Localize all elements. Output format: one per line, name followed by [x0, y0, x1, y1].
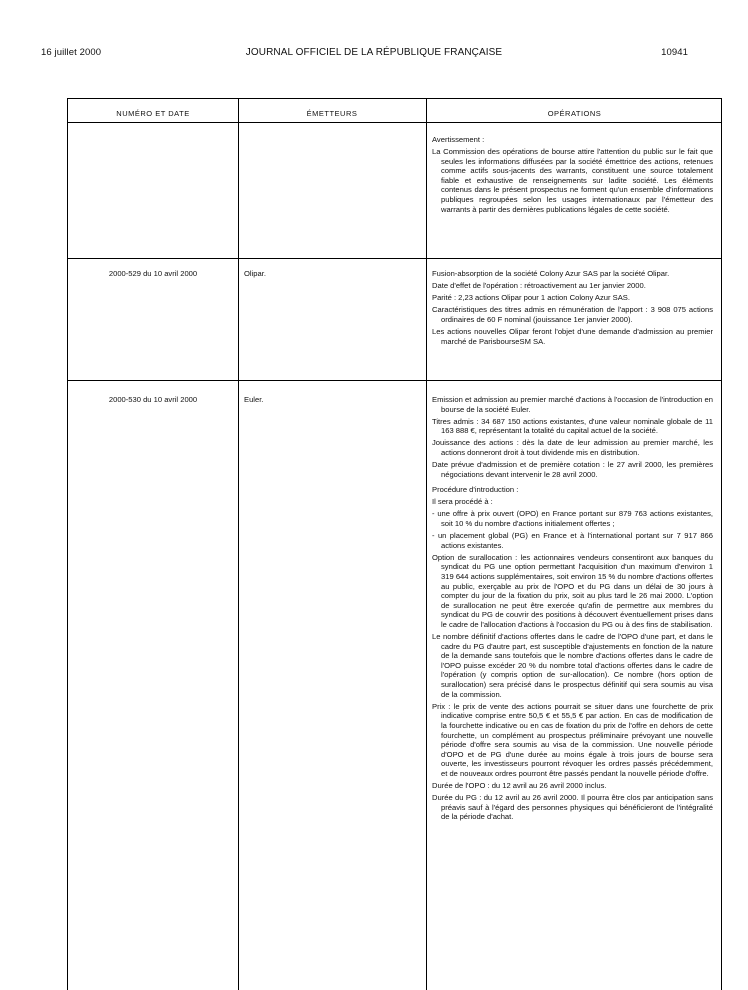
page-number: 10941	[661, 47, 688, 58]
operation-paragraph: Date d'effet de l'opération : rétroactivement au 1er janvier 2000.	[432, 281, 646, 291]
operation-paragraph: Option de surallocation : les actionnaires vendeurs consentiront aux banques du syndicat du PG une option permettant l'acquisition d'un maximum d'environ 1 319 644 actions supplémentaires, soit environ 15 % du nombre d'actions offertes au public, exerçable au prix de l'OPO et du PG dans un délai de 30 jours à compter du jour de la fixation du prix, soit au plus tard le 26 mai 2000. L'option de surallocation ne peut être exercée qu'afin de permettre aux membres du syndicat du PG de couvrir des positions à découvert éventuellement prises dans le cadre de l'allocation d'actions à l'occasion du PG ou à des fins de stabilisation.	[432, 552, 713, 629]
operation-paragraph: Durée de l'OPO : du 12 avril au 26 avril 2000 inclus.	[432, 780, 607, 790]
operation-paragraph: Durée du PG : du 12 avril au 26 avril 2000. Il pourra être clos par anticipation sans préavis sauf à l'égard des personnes physiques qui bénéficieront de l'intégralité de la période d'achat.	[432, 793, 713, 822]
row-divider	[68, 380, 721, 381]
operation-paragraph: - un placement global (PG) en France et à l'international portant sur 7 917 866 actions existantes.	[432, 531, 713, 550]
header-divider	[68, 122, 721, 123]
operation-paragraph: Jouissance des actions : dès la date de leur admission au premier marché, les actions donneront droit à tout dividende mis en distribution.	[432, 438, 713, 457]
table-row-warning	[432, 135, 713, 217]
operation-paragraph: Emission et admission au premier marché d'actions à l'occasion de l'introduction en bourse de la société Euler.	[432, 395, 713, 414]
table-row-euler	[432, 395, 713, 824]
operation-paragraph: - une offre à prix ouvert (OPO) en France portant sur 879 763 actions existantes, soit 10 % du nombre d'actions initialement offertes ;	[432, 509, 713, 529]
column-divider	[426, 99, 427, 990]
row-number-date: 2000-529 du 10 avril 2000	[108, 269, 198, 278]
operation-paragraph: Date prévue d'admission et de première cotation : le 27 avril 2000, les premières négociations devant intervenir le 28 avril 2000.	[432, 460, 713, 479]
row-number-date: 2000-530 du 10 avril 2000	[108, 395, 198, 404]
operation-paragraph: Les actions nouvelles Olipar feront l'objet d'une demande d'admission au premier marché de ParisbourseSM SA.	[432, 326, 713, 346]
operation-paragraph: Procédure d'introduction :	[432, 485, 519, 495]
operation-paragraph: Titres admis : 34 687 150 actions existantes, d'une valeur nominale globale de 11 163 888 €, représentant la totalité du capital actuel de la société.	[432, 416, 713, 436]
journal-title: JOURNAL OFFICIEL DE LA RÉPUBLIQUE FRANÇAISE	[245, 47, 503, 58]
operation-paragraph: Parité : 2,23 actions Olipar pour 1 action Colony Azur SAS.	[432, 293, 630, 303]
operation-paragraph: Fusion-absorption de la société Colony Azur SAS par la société Olipar.	[432, 269, 670, 278]
warning-text: La Commission des opérations de bourse attire l'attention du public sur le fait que seules les informations diffusées par la société émettrice des actions, retenues comme actifs sous-jacents des warrants, constituent une source totalement fiable et exhaustive de renseignements sur ladite société. Les éléments contenus dans le présent prospectus ne forment qu'un ensemble d'informations publiques regroupées selon les usages internationaux par l'émetteur des warrants à partir des dernières publications légales de cette société.	[432, 147, 713, 214]
table-row-olipar	[432, 269, 713, 349]
operation-paragraph: Prix : le prix de vente des actions pourrait se situer dans une fourchette de prix indicative comprise entre 50,5 € et 55,5 € par action. En cas de modification de la fourchette indicative ou en cas de fixation du prix de l'offre en dehors de cette fourchette, un complément au prospectus préliminaire prévoyant une nouvelle période d'offre sera soumis au visa de la commission. Une nouvelle période d'OPO et de PG d'une durée au moins égale à trois jours de bourse sera ouverte, les investisseurs pourront révoquer les ordres passés précédemment, et de nouveaux ordres pourront être passés pendant la nouvelle période d'offre.	[432, 701, 713, 778]
column-header-number-date: NUMÉRO ET DATE	[116, 109, 190, 118]
row-divider	[68, 258, 721, 259]
header-date: 16 juillet 2000	[41, 47, 102, 58]
warning-heading: Avertissement :	[432, 135, 485, 144]
column-divider	[238, 99, 239, 990]
operation-paragraph: Caractéristiques des titres admis en rémunération de l'apport : 3 908 075 actions ordinaires de 60 F nominal (jouissance 1er janvier 2000).	[432, 305, 713, 324]
row-issuer: Euler.	[244, 395, 264, 404]
column-header-issuers: ÉMETTEURS	[306, 109, 358, 118]
row-issuer: Olipar.	[244, 269, 266, 278]
operation-paragraph: Le nombre définitif d'actions offertes dans le cadre de l'OPO d'une part, et dans le cadre du PG d'autre part, est susceptible d'ajustements en fonction de la nature de la demande sans toutefois que le nombre d'actions offertes dans le cadre de l'OPO puisse excéder 20 % du nombre total d'actions offertes dans le cadre de l'opération (y compris option de sur-allocation). Ce nombre (hors option de surallocation) sera précisé dans le prospectus définitif qui sera soumis au visa de la commission.	[432, 632, 713, 699]
column-header-operations: OPÉRATIONS	[547, 109, 602, 118]
operations-table	[67, 98, 722, 990]
operation-paragraph: Il sera procédé à :	[432, 497, 493, 507]
